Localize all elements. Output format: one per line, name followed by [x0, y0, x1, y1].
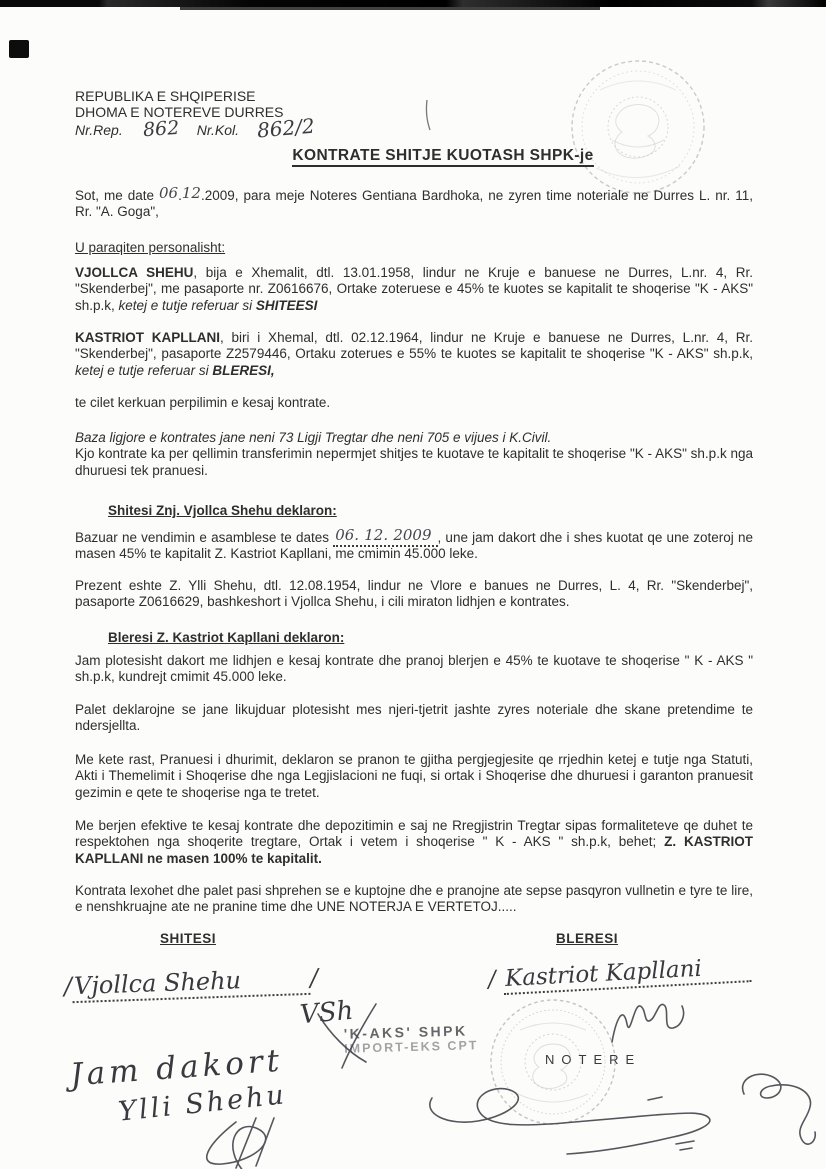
- handwritten-month: 12: [181, 184, 201, 202]
- intro-after-date: .2009, para meje Noteres Gentiana Bardhoka, ne zyren time noteriale ne Durres L. nr. 11, Rr. "A. Goga",: [75, 188, 753, 220]
- document-title: KONTRATE SHITJE KUOTASH SHPK-je: [75, 147, 753, 165]
- slash-right: /: [309, 963, 319, 992]
- buyer-declaration-heading: Bleresi Z. Kastriot Kapllani deklaron:: [108, 630, 345, 645]
- seller-signature-label: SHITESI: [160, 931, 217, 946]
- registry-clause-text: Me berjen efektive te kesaj kontrate dhe depozitimin e saj ne Rregjistrin Tregtar sipas formaliteteve qe duhet te respektohen nga shoqerite tregtare, Ortak i vetem i shoqerise " K - AKS " sh.p.k, behet;: [75, 818, 753, 850]
- company-stamp-line1: 'K-AKS' SHPK: [343, 1022, 468, 1042]
- company-stamp-line2: IMPORT-EKS CPT: [344, 1038, 479, 1056]
- responsibility-clause: Me kete rast, Pranuesi i dhurimit, deklaron se pranon te gjitha pergjegjesite qe rrjedhin ketej e tutje nga Statuti, Akti i Themelimit i Shoqerise dhe nga Legjislacioni ne fuqi, si ortak i Shoqerise dhe dhuruesi i garanton pranuesit gezimin e qete te shoqerise nga te tretet.: [75, 752, 753, 800]
- closing-paragraph: Kontrata lexohet dhe palet pasi shprehen se e kuptojne dhe e pranojne ate sepse pasqyron vullnetin e tyre te lire, e nenshkruajne ate ne pranine time dhe UNE NOTERJA E VERTETOJ.....: [75, 883, 753, 915]
- decl-after-date: , une jam dakort dhe i shes kuotat qe une zoteroj ne masen 45% te kapitalit Z. Kastriot Kapllani, me cmimin 45.000 leke.: [75, 530, 753, 562]
- legal-purpose: Kjo kontrate ka per qellimin transferimin nepermjet shitjes te kuotave te kapitalit te shoqerise "K - AKS" sh.p.k nga dhuruesi tek pranuesi.: [75, 446, 753, 478]
- buyer-signature-label: BLERESI: [556, 931, 619, 946]
- seller-declaration-heading: Shitesi Znj. Vjollca Shehu deklaron:: [108, 503, 337, 518]
- handwritten-assembly-date: 06. 12. 2009: [333, 526, 437, 547]
- settlement-paragraph: Palet deklarojne se jane likujduar plotesisht mes njeri-tjetrit jashte zyres noteriale dhe skane pretendime te ndersjellta.: [75, 702, 753, 734]
- buyer-name: KASTRIOT KAPLLANI: [75, 330, 221, 345]
- seller-name: VJOLLCA SHEHU: [75, 265, 194, 280]
- slash-left-buyer: /: [487, 966, 497, 993]
- nr-rep-label: Nr.Rep.: [75, 122, 123, 138]
- nr-rep-handwritten-value: 862: [141, 116, 180, 142]
- seller-details: , bija e Xhemalit, dtl. 13.01.1958, lindur ne Kruje e banuese ne Durres, L.nr. 4, Rr. "Skenderbej", me pasaporte nr. Z0616676, Ortake zoteruese e 45% te kuotes se kapitalit te shoqerise "K - AKS" sh.p.k,: [75, 265, 753, 313]
- buyer-details: , biri i Xhemal, dtl. 02.12.1964, lindur ne Kruje e banuese ne Durres, L.nr. 4, Rr. "Skenderbej", pasaporte Z2579446, Ortaku zoterues e 55% te kuotes se kapitalit te shoqerise "K - AKS" sh.p.k,: [75, 330, 753, 362]
- buyer-declaration-p1: Jam plotesisht dakort me lidhjen e kesaj kontrate dhe pranoj blerjen e 45% te kuotave te shoqerise " K - AKS " sh.p.k, kundrejt cmimit 45.000 leke.: [75, 653, 753, 685]
- letterhead-line-1: REPUBLIKA E SHQIPERISE: [75, 88, 256, 104]
- request-line: te cilet kerkuan perpilimin e kesaj kontrate.: [75, 395, 331, 410]
- nr-kol-label: Nr.Kol.: [196, 122, 240, 138]
- buyer-role: BLERESI,: [212, 362, 275, 378]
- slash-left: /: [63, 972, 73, 1001]
- buyer-handwritten-name: Kastriot Kapllani: [502, 953, 751, 995]
- witness-paragraph: Prezent eshte Z. Ylli Shehu, dtl. 12.08.1954, lindur ne Vlore e banues ne Durres, L. 4, Rr. "Skenderbej", pasaporte Z0616629, bashkeshort i Vjollca Shehu, i cili miraton lidhjen e kontrates.: [75, 578, 753, 610]
- witness-handwritten-name: Ylli Shehu: [116, 1079, 289, 1128]
- seller-initials: VSh: [298, 995, 355, 1031]
- nr-kol-handwritten-value: 862/2: [256, 113, 316, 143]
- handwritten-day: 06: [159, 184, 179, 202]
- buyer-ref: ketej e tutje referuar si: [75, 362, 213, 378]
- second-notary-signature: [743, 1074, 816, 1144]
- date-separator: .: [178, 188, 182, 203]
- decl-before-date: Bazuar ne vendimin e asamblese te dates: [75, 530, 334, 545]
- notary-signature: [430, 1089, 710, 1154]
- registry-clause-bold: Z. KASTRIOT KAPLLANI ne masen 100% te kapitalit.: [75, 834, 753, 866]
- notere-label: NOTERE: [545, 1052, 642, 1067]
- legal-basis: Baza ligjore e kontrates jane neni 73 Ligji Tregtar dhe neni 705 e vijues i K.Civil.: [75, 430, 552, 445]
- handwritten-agreement-note: Jam dakort: [69, 1042, 285, 1094]
- seller-role: SHITEESI: [255, 297, 318, 313]
- buyer-signature-squiggle: [612, 1004, 684, 1042]
- seller-ref: ketej e tutje referuar si: [118, 297, 256, 313]
- intro-before-date: Sot, me date: [75, 188, 159, 203]
- letterhead-line-2: DHOMA E NOTEREVE DURRES: [75, 104, 284, 120]
- seller-handwritten-name: Vjollca Shehu: [72, 964, 311, 1003]
- appear-heading: U paraqiten personalisht:: [75, 240, 226, 255]
